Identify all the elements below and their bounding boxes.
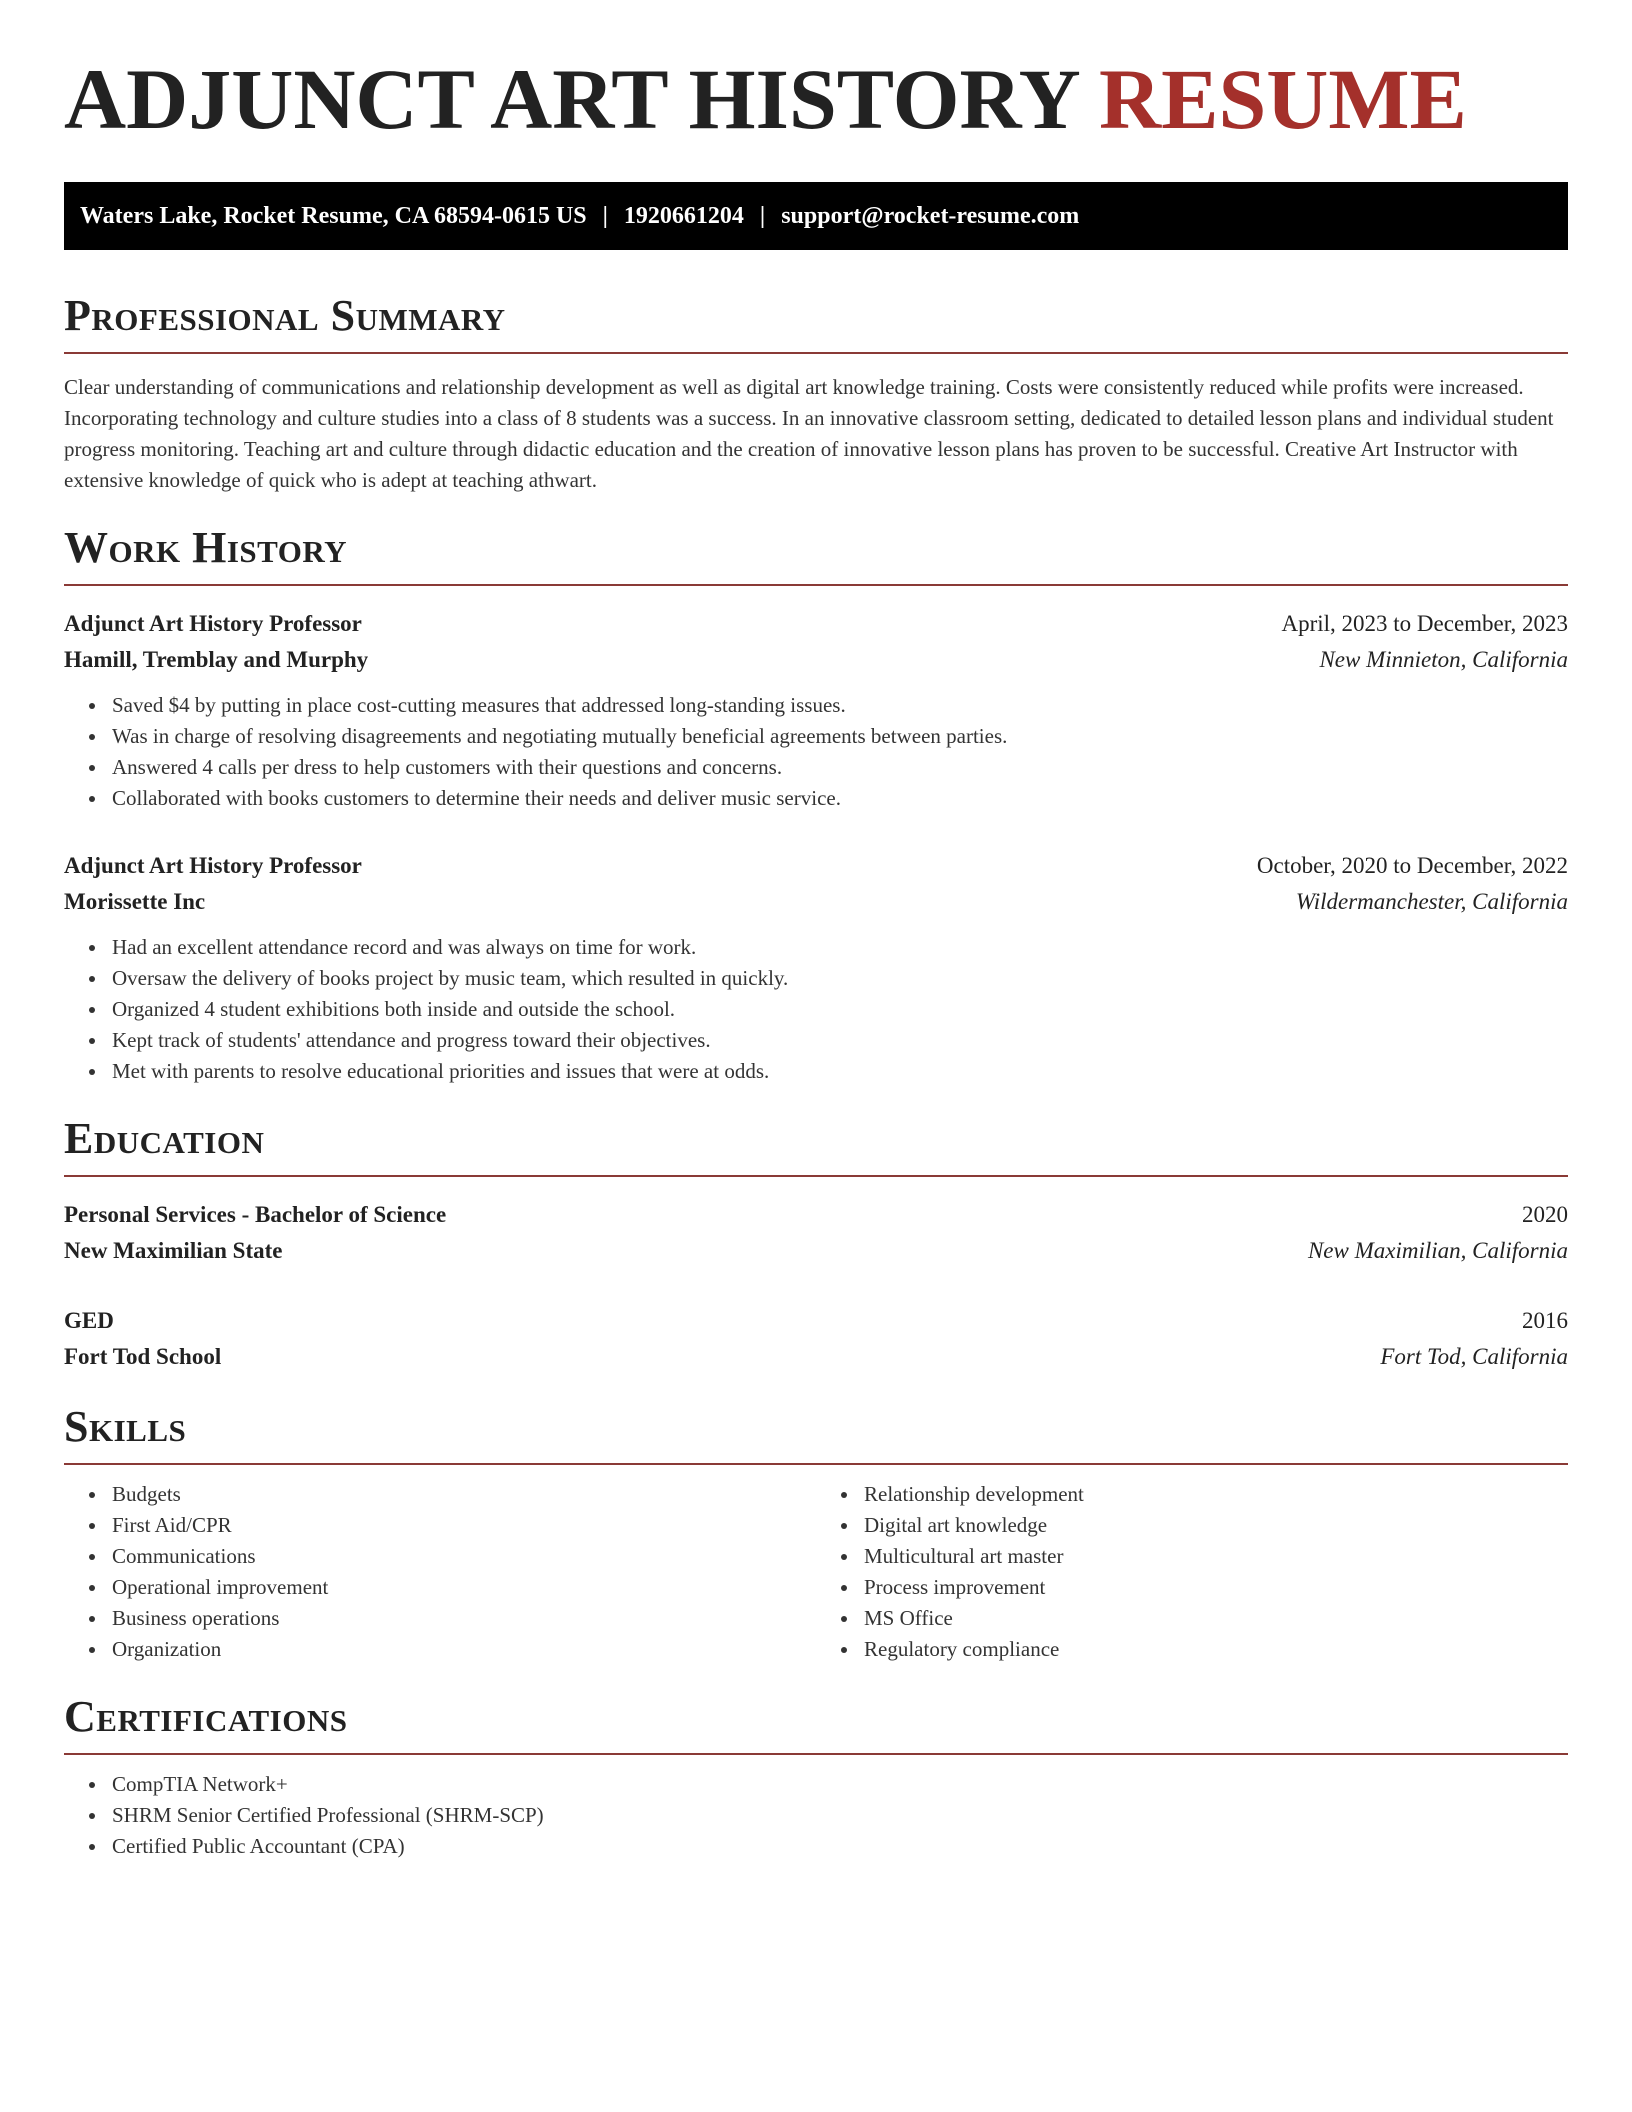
summary-section [64,291,1568,496]
list-item: • Was in charge of resolving disagreements and negotiating mutually beneficial agreements between parties. [108,721,1568,752]
education-degree-row [64,1197,1568,1233]
job-header-row [64,848,1568,884]
list-item: • Process improvement [860,1572,1568,1603]
job-entry [64,848,1568,1087]
education-degree-row [64,1303,1568,1339]
list-item: • Budgets [108,1479,816,1510]
list-item: • Collaborated with books customers to determine their needs and deliver music service. [108,783,1568,814]
job-title: Adjunct Art History Professor [64,853,362,878]
job-bullets [64,932,1568,1087]
job-location: Wildermanchester, California [1295,889,1568,914]
list-item: • CompTIA Network+ [108,1769,1568,1800]
resume-title [64,51,1568,147]
work-history-section [64,523,1568,1087]
list-item: • Kept track of students' attendance and progress toward their objectives. [108,1025,1568,1056]
job-company-row [64,642,1568,678]
education-entry [64,1197,1568,1269]
section-heading: Education [64,1117,1568,1177]
job-company-row [64,884,1568,920]
education-school-row [64,1339,1568,1375]
education-year: 2016 [1522,1308,1568,1333]
skills-list-left [64,1479,816,1665]
list-item: • First Aid/CPR [108,1510,816,1541]
list-item: • Communications [108,1541,816,1572]
education-degree: Personal Services - Bachelor of Science [64,1202,447,1227]
section-heading: Professional Summary [64,294,1568,354]
list-item: • Business operations [108,1603,816,1634]
list-item: • Regulatory compliance [860,1634,1568,1665]
skills-section [64,1402,1568,1665]
education-location: New Maximilian, California [1307,1238,1568,1263]
list-item: • Had an excellent attendance record and was always on time for work. [108,932,1568,963]
job-bullets [64,690,1568,814]
list-item: • Met with parents to resolve educational priorities and issues that were at odds. [108,1056,1568,1087]
list-item: • Certified Public Accountant (CPA) [108,1831,1568,1862]
contact-email[interactable]: support@rocket-resume.com [781,202,1080,229]
job-dates: October, 2020 to December, 2022 [1256,853,1568,878]
section-heading: Skills [64,1405,1568,1465]
education-section [64,1114,1568,1375]
education-school-row [64,1233,1568,1269]
job-location: New Minnieton, California [1319,647,1568,672]
skills-grid [64,1479,1568,1665]
education-degree: GED [64,1308,114,1333]
job-entry [64,606,1568,814]
certifications-list [64,1769,1568,1862]
summary-text: Clear understanding of communications and relationship development as well as digital art knowledge training. Costs were consistently reduced while profits were increased. Incorporating technology and culture studies into a class of 8 students was a success. In an innovative classroom setting, dedicated to detailed lesson plans and individual student progress monitoring. Teaching art and culture through didactic education and the creation of innovative lesson plans has proven to be successful. Creative Art Instructor with extensive knowledge of quick who is adept at teaching athwart. [64,375,1554,492]
list-item: • MS Office [860,1603,1568,1634]
job-company: Morissette Inc [64,889,206,914]
list-item: • Multicultural art master [860,1541,1568,1572]
list-item: • Operational improvement [108,1572,816,1603]
contact-separator: | [602,202,608,229]
list-item: • Organization [108,1634,816,1665]
title-accent: RESUME [1098,51,1467,147]
education-entry [64,1303,1568,1375]
contact-address: Waters Lake, Rocket Resume, CA 68594-0615 US [80,202,587,229]
contact-separator: | [759,202,766,229]
list-item: • Saved $4 by putting in place cost-cutting measures that addressed long-standing issues. [108,690,1568,721]
skills-list-right [816,1479,1568,1665]
list-item: • SHRM Senior Certified Professional (SHRM-SCP) [108,1800,1568,1831]
list-item: • Relationship development [860,1479,1568,1510]
list-item: • Organized 4 student exhibitions both inside and outside the school. [108,994,1568,1025]
section-heading: Certifications [64,1695,1568,1755]
contact-phone[interactable]: 1920661204 [623,202,744,229]
job-company: Hamill, Tremblay and Murphy [64,647,369,672]
job-header-row [64,606,1568,642]
section-heading: Work History [64,526,1568,586]
list-item: • Oversaw the delivery of books project by music team, which resulted in quickly. [108,963,1568,994]
certifications-section [64,1692,1568,1862]
education-school: New Maximilian State [64,1238,283,1263]
education-location: Fort Tod, California [1380,1344,1568,1369]
education-year: 2020 [1522,1202,1568,1227]
education-school: Fort Tod School [64,1344,222,1369]
job-dates: April, 2023 to December, 2023 [1281,611,1568,636]
list-item: • Digital art knowledge [860,1510,1568,1541]
contact-bar [64,182,1568,250]
title-main: ADJUNCT ART HISTORY [64,51,1078,147]
job-title: Adjunct Art History Professor [64,611,362,636]
list-item: • Answered 4 calls per dress to help customers with their questions and concerns. [108,752,1568,783]
